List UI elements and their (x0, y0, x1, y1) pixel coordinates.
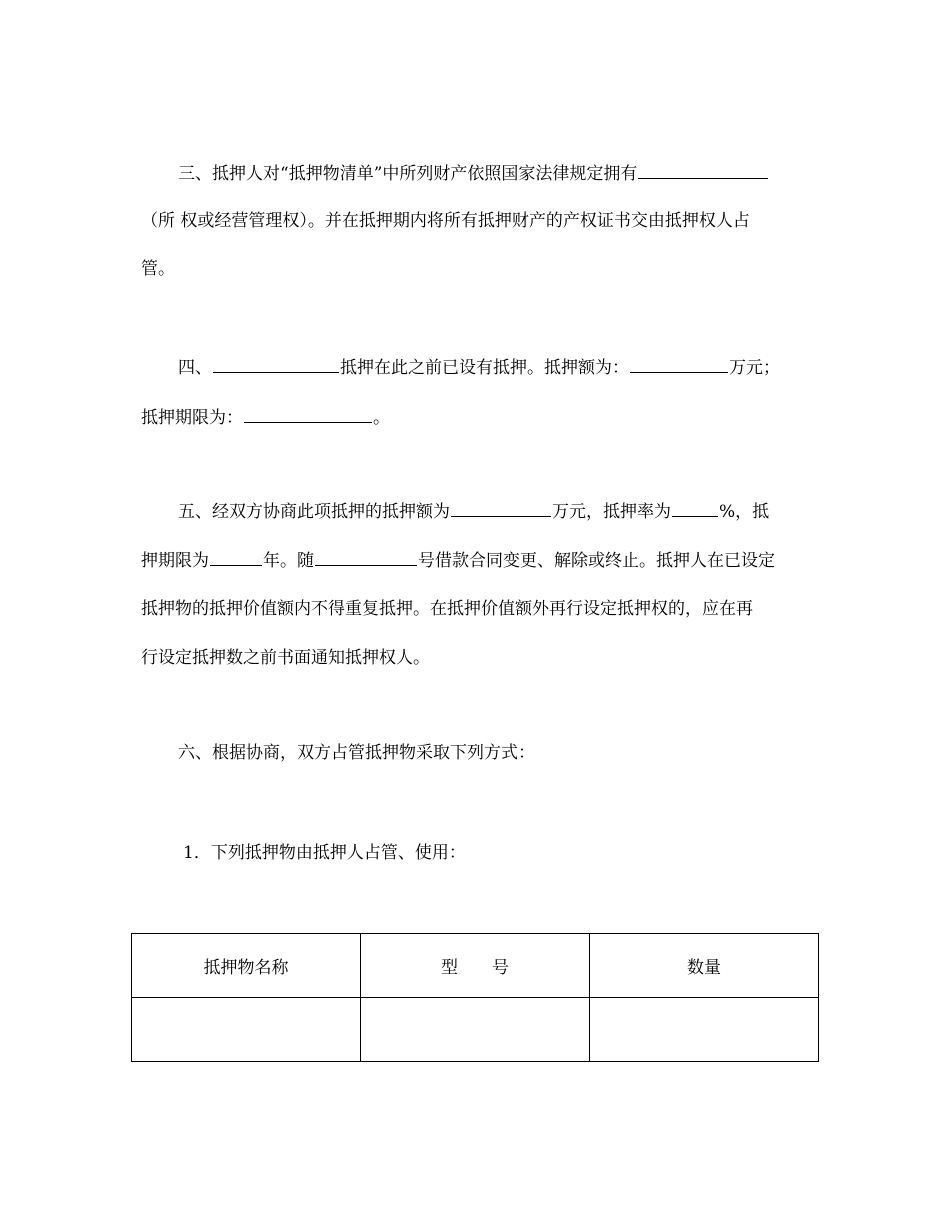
ownership-blank[interactable] (638, 160, 768, 179)
clause4-line2-prefix: 抵押期限为： (141, 408, 243, 428)
clause3-line3: 管。 (141, 259, 175, 279)
clause4-mid1: 抵押在此之前已设有抵押。抵押额为： (340, 358, 629, 378)
clause4-prefix: 四、 (178, 358, 212, 378)
mortgage-amount-blank[interactable] (451, 498, 551, 517)
cell-quantity[interactable] (590, 998, 819, 1062)
prior-mortgage-blank[interactable] (213, 354, 339, 373)
clause5-l1-c: %，抵 (719, 502, 770, 522)
collateral-table (131, 933, 819, 1062)
clause4-line2-suffix: 。 (373, 408, 390, 428)
loan-contract-number-blank[interactable] (315, 547, 417, 566)
header-collateral-name: 抵押物名称 (132, 934, 361, 998)
mortgage-rate-blank[interactable] (672, 498, 718, 517)
clause5-line4: 行设定抵押数之前书面通知抵押权人。 (141, 648, 430, 668)
prior-amount-blank[interactable] (630, 354, 728, 373)
clause5-l2-a: 押期限为 (141, 551, 209, 571)
clause5-line3: 抵押物的抵押价值额内不得重复抵押。在抵押价值额外再行设定抵押权的，应在再 (141, 599, 753, 619)
header-quantity: 数量 (590, 934, 819, 998)
clause5-l2-b: 年。随 (263, 551, 314, 571)
table-row (132, 998, 819, 1062)
clause5-line1 (178, 498, 769, 525)
mortgage-term-blank[interactable] (210, 547, 262, 566)
clause4-mid2: 万元； (729, 358, 780, 378)
cell-model[interactable] (361, 998, 590, 1062)
clause5-l1-b: 万元，抵押率为 (552, 502, 671, 522)
table-header-row (132, 934, 819, 998)
clause5-line2 (141, 547, 775, 574)
clause4-line2 (141, 404, 390, 431)
clause6-title: 六、根据协商，双方占管抵押物采取下列方式： (178, 743, 535, 763)
clause6-item1: 1．下列抵押物由抵押人占管、使用： (183, 843, 466, 863)
prior-term-blank[interactable] (244, 404, 372, 423)
clause3-text1: 三、抵押人对“抵押物清单”中所列财产依照国家法律规定拥有 (178, 164, 638, 184)
clause5-l2-c: 号借款合同变更、解除或终止。抵押人在已设定 (418, 551, 775, 571)
cell-collateral-name[interactable] (132, 998, 361, 1062)
clause3-line1 (178, 160, 769, 187)
clause4-line1 (178, 354, 780, 381)
clause5-l1-a: 五、经双方协商此项抵押的抵押额为 (178, 502, 450, 522)
header-model: 型 号 (361, 934, 590, 998)
clause3-line2: （所 权或经营管理权）。并在抵押期内将所有抵押财产的产权证书交由抵押权人占 (141, 211, 750, 231)
